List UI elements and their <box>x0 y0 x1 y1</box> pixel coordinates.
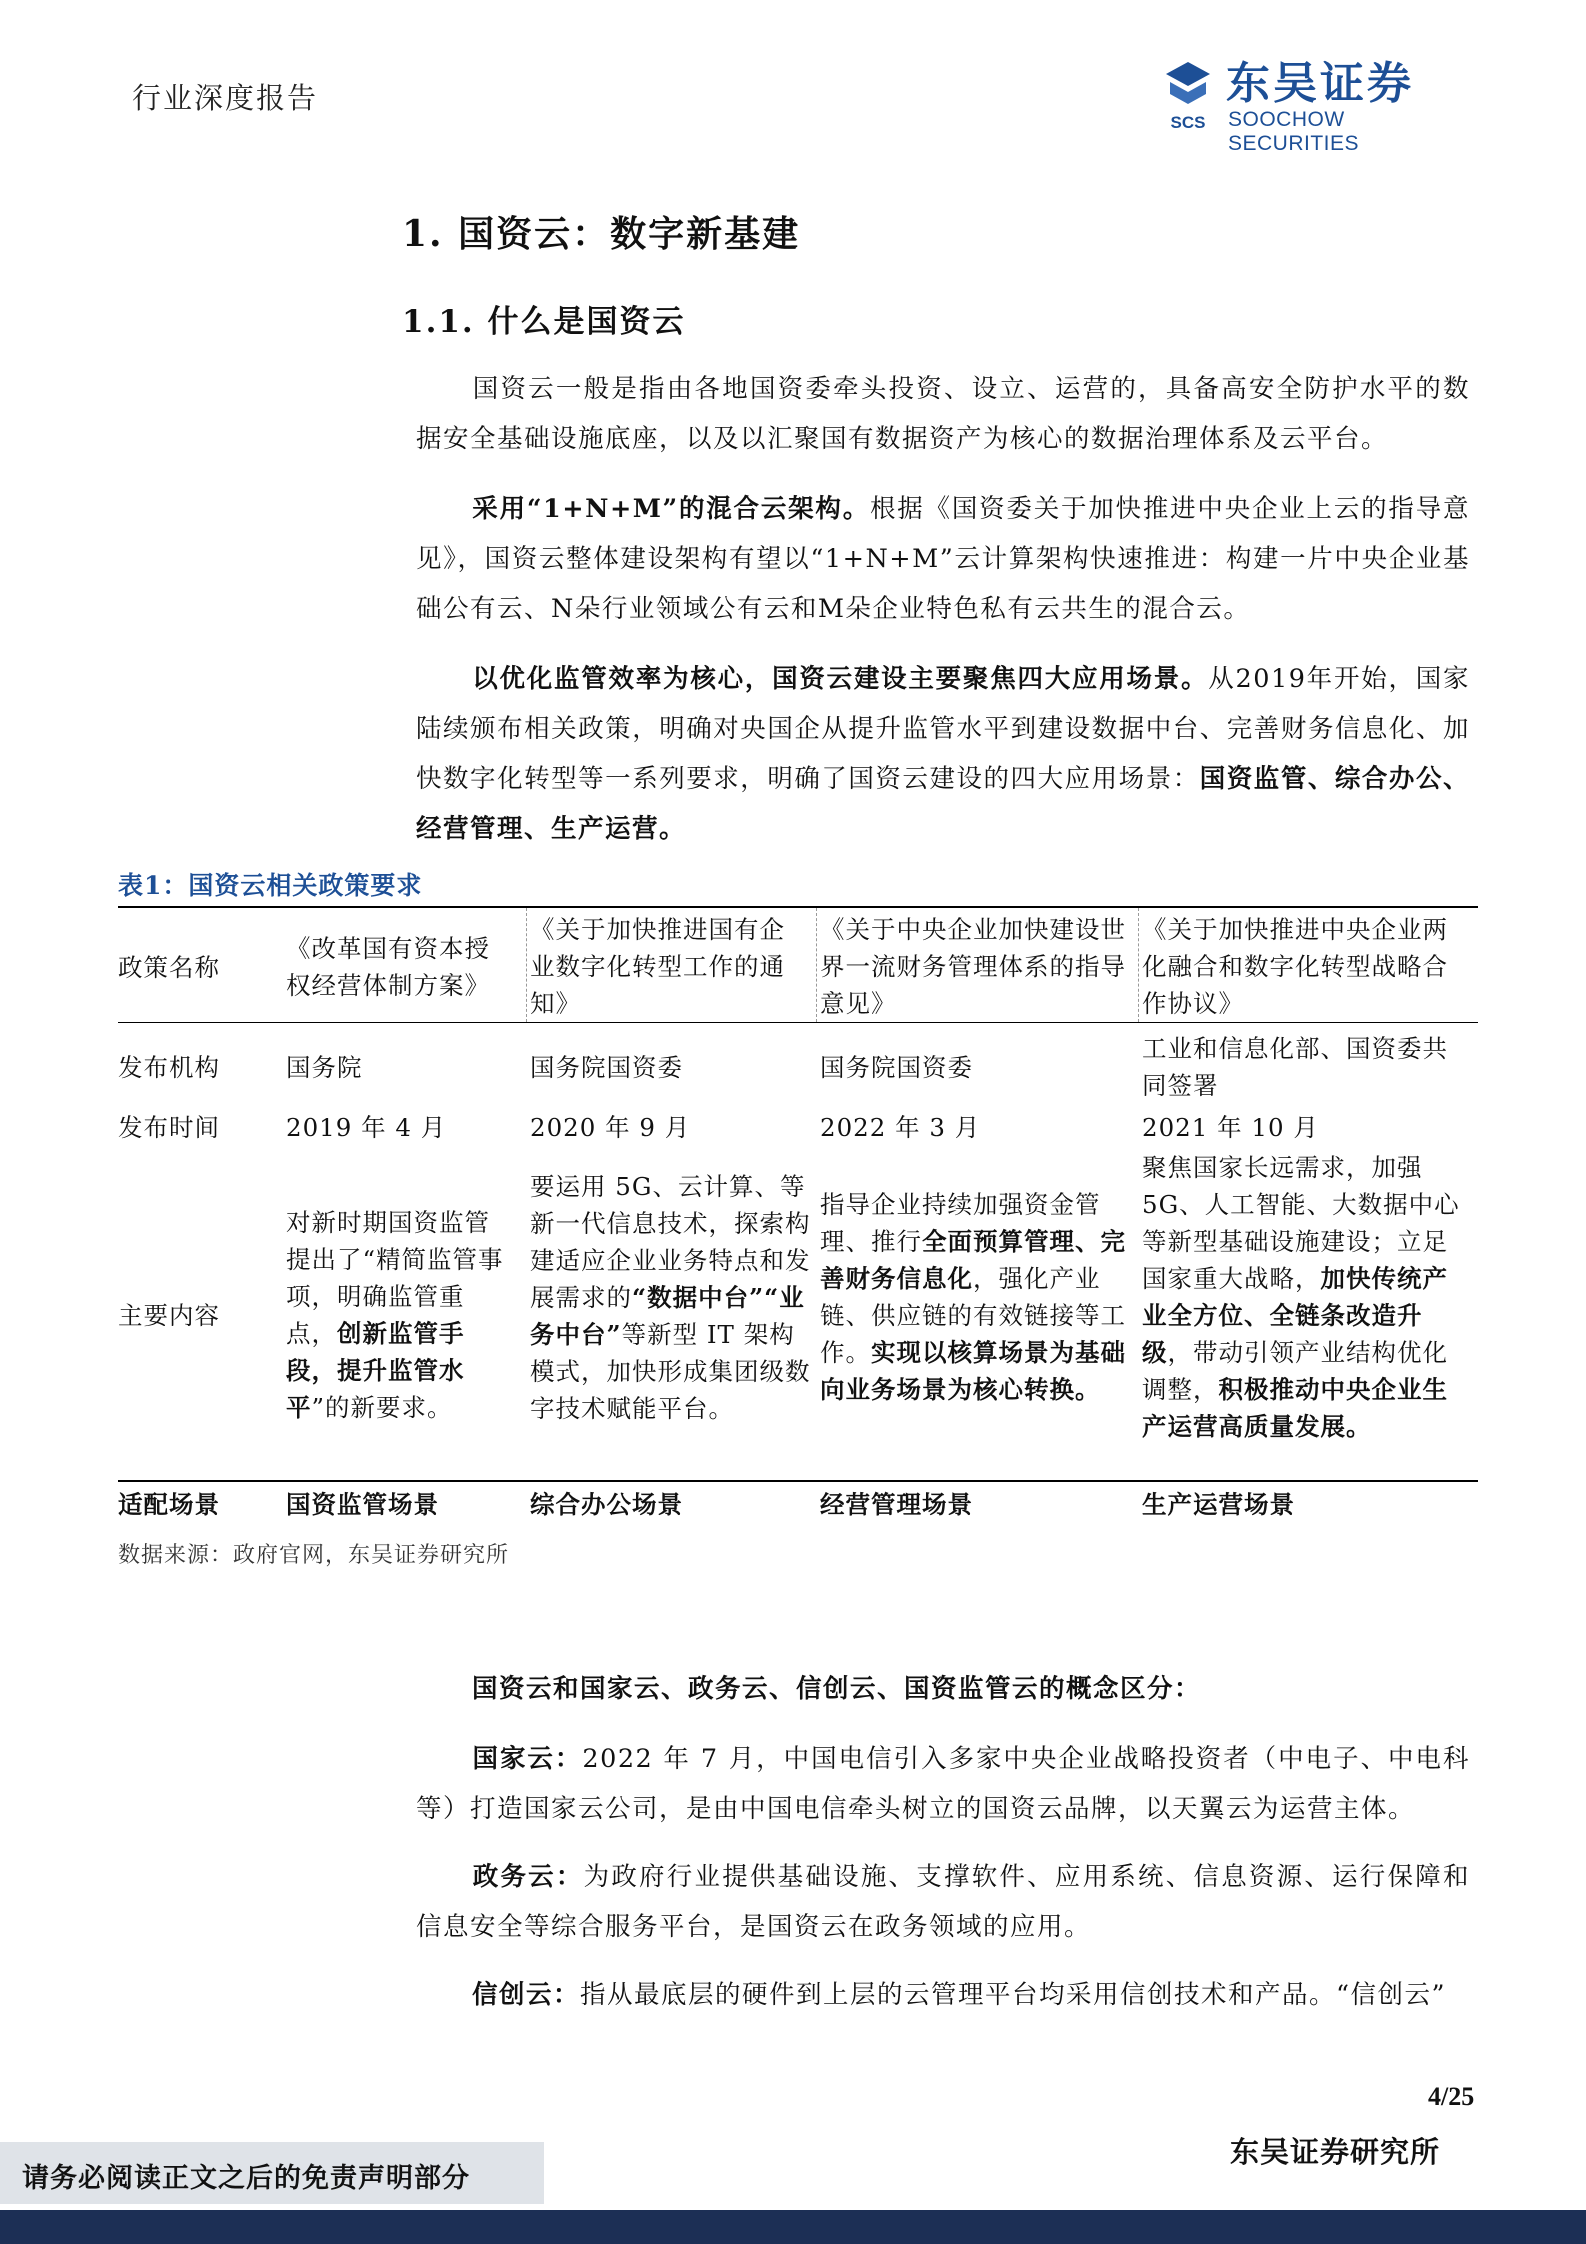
footer-bar <box>0 2210 1586 2244</box>
table-source: 数据来源：政府官网，东吴证券研究所 <box>118 1543 510 1568</box>
concept-item <box>416 1970 1470 2020</box>
content-text: 指导企业持续加强资金管理、推行 <box>820 1190 1101 1256</box>
policy-scene: 国资监管场景 <box>286 1490 439 1519</box>
policy-name: 《关于加快推进中央企业两化融合和数字化转型战略合作协议》 <box>1142 915 1448 1018</box>
content-text: 要运用 5G、云计算、等新一代信息技术，探索构建适应企业业务特点和发展需求的 <box>530 1172 811 1312</box>
paragraph-tail: 国资监管、综合办公、经营管理、生产运营。 <box>416 764 1470 844</box>
row-label-content: 主要内容 <box>118 1301 220 1330</box>
institute-name: 东吴证券研究所 <box>1230 2135 1441 2169</box>
table-title: 表1：国资云相关政策要求 <box>118 871 423 900</box>
policy-scene: 综合办公场景 <box>530 1490 683 1519</box>
row-label-time: 发布时间 <box>118 1113 220 1142</box>
logo-english-name: SOOCHOW SECURITIES <box>1228 108 1360 155</box>
policy-content <box>286 1204 512 1426</box>
paragraph-text: 根据《国资委关于加快推进中央企业上云的指导意见》，国资云整体建设架构有望以“1+N+M”云计算架构快速推进：构建一片中央企业基础公有云、N朵行业领域公有云和M朵企业特色私有云共生的混合云。 <box>416 494 1470 624</box>
policy-time: 2019 年 4 月 <box>286 1113 447 1142</box>
row-label-scene: 适配场景 <box>118 1490 220 1519</box>
logo-mark-text: SCS <box>1170 113 1206 132</box>
content-text: 等新型 IT 架构模式，加快形成集团级数字技术赋能平台。 <box>530 1320 811 1423</box>
policy-content <box>820 1186 1132 1408</box>
policy-scene: 经营管理场景 <box>820 1490 973 1519</box>
paragraph-definition <box>416 364 1470 464</box>
concept-item <box>416 1734 1470 1834</box>
concept-text: 指从最底层的硬件到上层的云管理平台均采用信创技术和产品。“信创云” <box>580 1980 1447 2010</box>
content-highlight: 实现以核算场景为基础向业务场景为核心转换。 <box>820 1338 1126 1404</box>
section-1-1-title: 1.1. 什么是国资云 <box>402 304 686 340</box>
paragraph-lead: 以优化监管效率为核心，国资云建设主要聚焦四大应用场景。 <box>472 664 1209 694</box>
table-bottom-rule <box>118 1480 1478 1482</box>
paragraph-text: 国资云一般是指由各地国资委牵头投资、设立、运营的，具备高安全防护水平的数据安全基础设施底座，以及以汇聚国有数据资产为核心的数据治理体系及云平台。 <box>416 374 1470 454</box>
policy-time: 2020 年 9 月 <box>530 1113 691 1142</box>
policy-org: 国务院国资委 <box>530 1053 683 1082</box>
concept-text: 为政府行业提供基础设施、支撑软件、应用系统、信息资源、运行保障和信息安全等综合服务平台，是国资云在政务领域的应用。 <box>416 1862 1470 1942</box>
row-label-org: 发布机构 <box>118 1053 220 1082</box>
policy-org: 工业和信息化部、国资委共同签署 <box>1142 1034 1448 1100</box>
concept-term: 国家云： <box>472 1744 583 1774</box>
paragraph-text: 从2019年开始，国家陆续颁布相关政策，明确对央国企从提升监管水平到建设数据中台、完善财务信息化、加快数字化转型等一系列要求，明确了国资云建设的四大应用场景： <box>416 664 1470 794</box>
content-text: 对新时期国资监管提出了“精简监管事项，明确监管重点， <box>286 1208 504 1348</box>
column-divider <box>526 908 528 1022</box>
paragraph-scenarios <box>416 654 1470 854</box>
concept-term: 信创云： <box>472 1980 581 2010</box>
disclaimer-text: 请务必阅读正文之后的免责声明部分 <box>22 2163 470 2194</box>
policy-scene: 生产运营场景 <box>1142 1490 1295 1519</box>
policy-content <box>1142 1149 1472 1445</box>
column-divider <box>816 908 818 1022</box>
concept-term: 政务云： <box>472 1862 584 1892</box>
content-text: ”的新要求。 <box>311 1393 453 1422</box>
policy-name: 《关于中央企业加快建设世界一流财务管理体系的指导意见》 <box>820 915 1126 1018</box>
policy-name: 《关于加快推进国有企业数字化转型工作的通知》 <box>530 915 785 1018</box>
policy-content <box>530 1168 812 1427</box>
policy-org: 国务院国资委 <box>820 1053 973 1082</box>
policy-name: 《改革国有资本授权经营体制方案》 <box>286 934 490 1000</box>
logo-chinese-name: 东吴证券 <box>1226 58 1414 109</box>
content-text: ，强化产业链、供应链的有效链接等工作。 <box>820 1264 1126 1367</box>
report-type-label: 行业深度报告 <box>132 81 319 115</box>
page-number: 4/25 <box>1428 2082 1475 2111</box>
concepts-heading-text: 国资云和国家云、政务云、信创云、国资监管云的概念区分： <box>472 1674 1202 1704</box>
soochow-logo <box>1158 58 1476 155</box>
content-highlight: “数据中台”“业务中台” <box>530 1283 805 1349</box>
content-highlight: 积极推动中央企业生产运营高质量发展。 <box>1142 1375 1448 1441</box>
content-highlight: 创新监管手段，提升监管水平 <box>286 1319 465 1422</box>
concept-item <box>416 1852 1470 1952</box>
section-1-title: 1. 国资云：数字新基建 <box>402 213 801 255</box>
concepts-heading <box>416 1664 1470 1714</box>
content-text: 聚焦国家长远需求，加强 5G、人工智能、大数据中心等新型基础设施建设；立足国家重大战略， <box>1142 1153 1460 1293</box>
content-text: ，带动引领产业结构优化调整， <box>1142 1338 1448 1404</box>
policy-time: 2021 年 10 月 <box>1142 1113 1319 1142</box>
concept-text: 2022 年 7 月，中国电信引入多家中央企业战略投资者（中电子、中电科等）打造国家云公司，是由中国电信牵头树立的国资云品牌，以天翼云为运营主体。 <box>416 1744 1470 1824</box>
disclaimer-box <box>0 2142 544 2204</box>
column-divider <box>1138 908 1140 1022</box>
paragraph-lead: 采用“1+N+M”的混合云架构。 <box>472 494 870 524</box>
row-label-name: 政策名称 <box>118 953 220 982</box>
policy-time: 2022 年 3 月 <box>820 1113 981 1142</box>
content-highlight: 加快传统产业全方位、全链条改造升级 <box>1142 1264 1448 1367</box>
table-header-rule <box>118 1022 1478 1023</box>
paragraph-architecture <box>416 484 1470 634</box>
scs-logo-icon <box>1158 58 1218 134</box>
policy-org: 国务院 <box>286 1053 363 1082</box>
content-highlight: 全面预算管理、完善财务信息化 <box>820 1227 1126 1293</box>
table-top-rule <box>118 906 1478 908</box>
